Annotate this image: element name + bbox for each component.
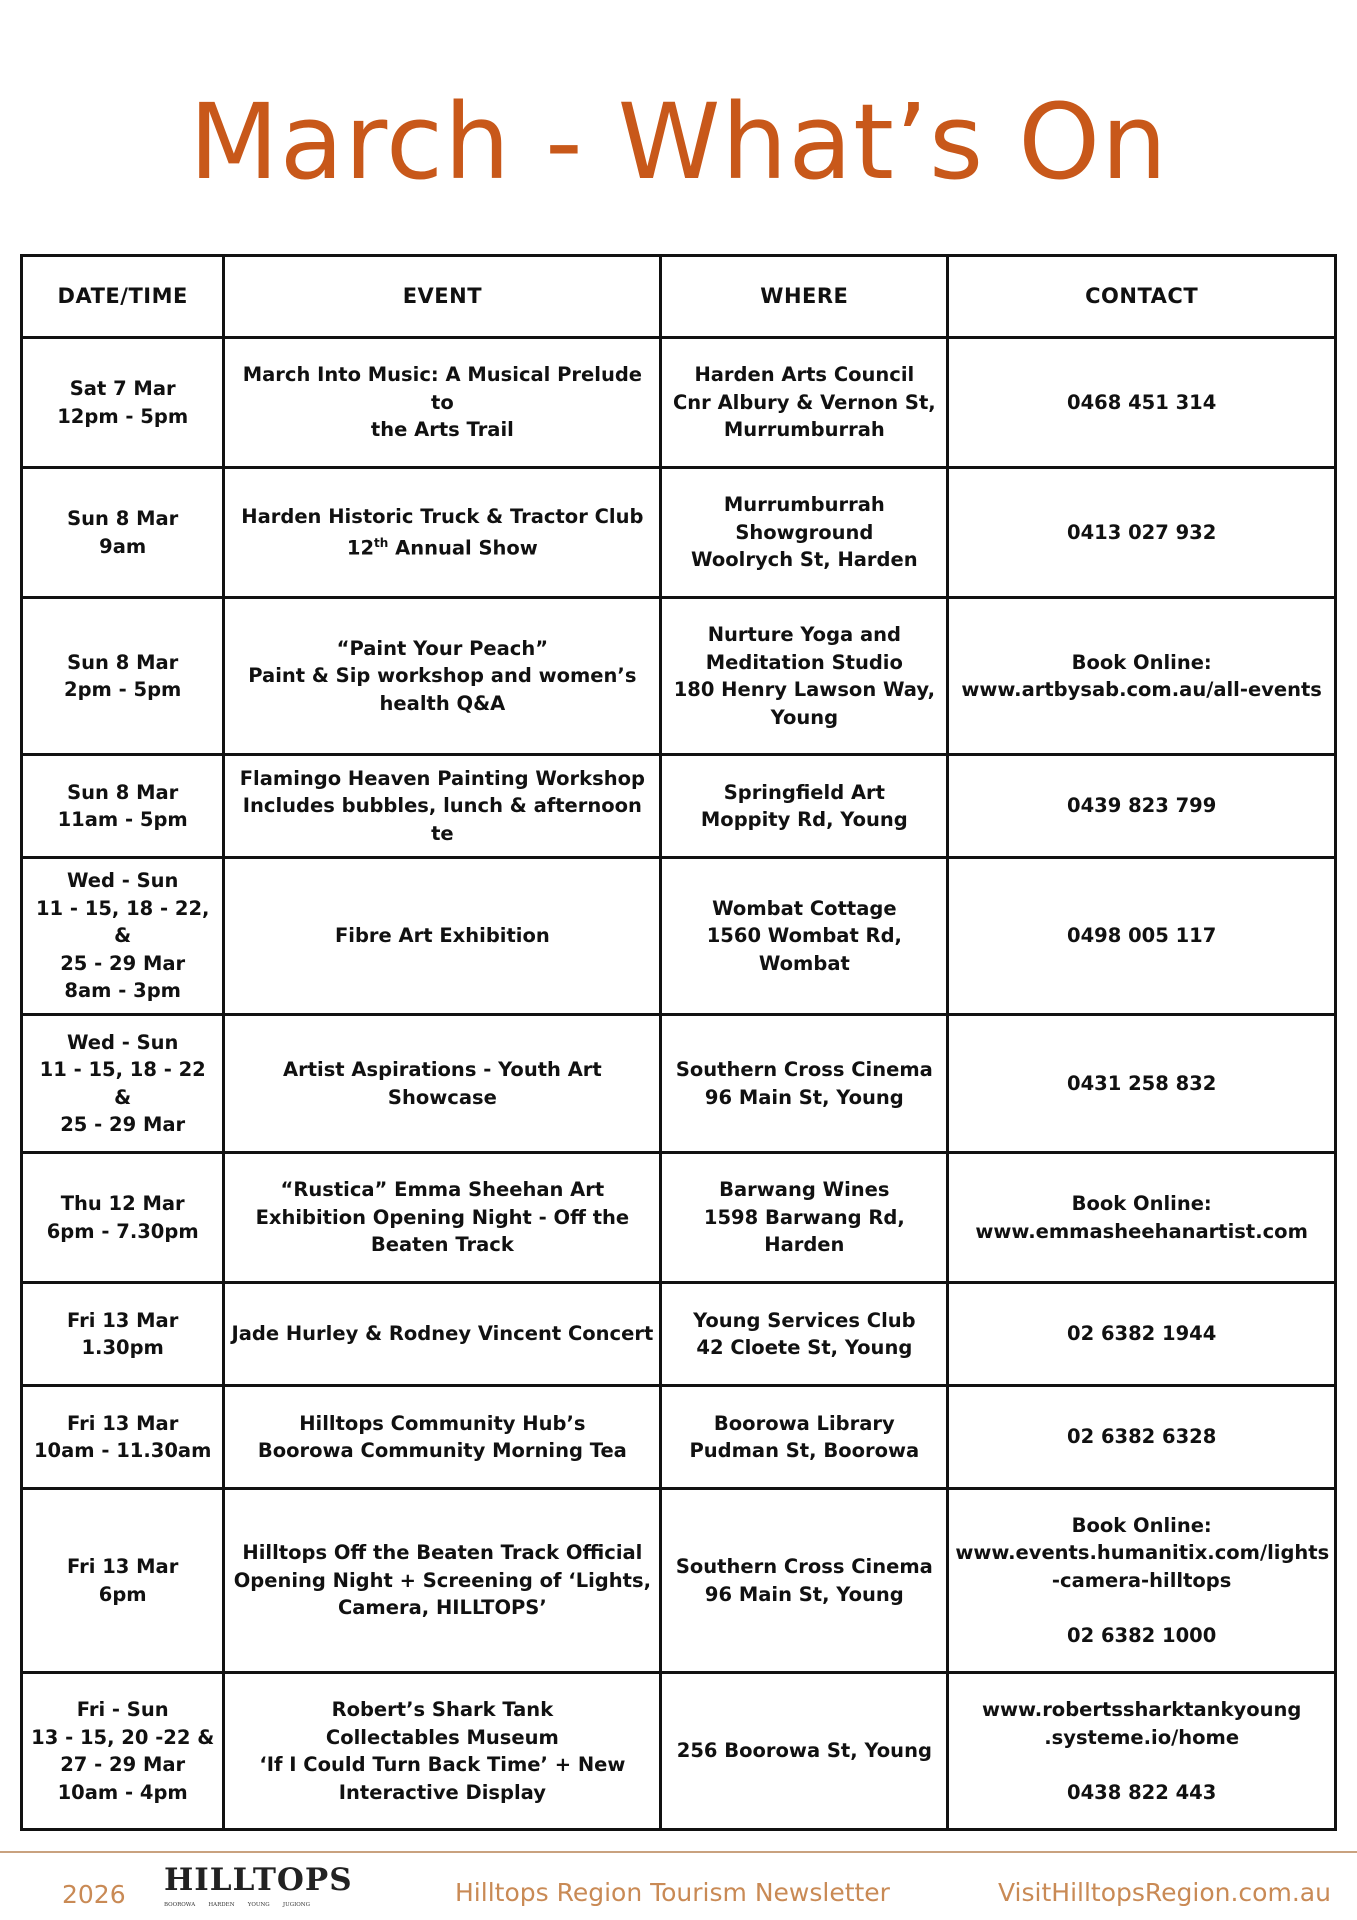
event-cell: Fibre Art Exhibition — [224, 858, 661, 1015]
event-cell: Flamingo Heaven Painting Workshop Includes bubbles, lunch & afternoon te — [224, 755, 661, 858]
newsletter-name: Hilltops Region Tourism Newsletter — [455, 1878, 890, 1907]
footer — [0, 1862, 1357, 1920]
table-row — [22, 1153, 1336, 1283]
event-cell: Hilltops Off the Beaten Track Official Opening Night + Screening of ‘Lights, Camera, HILLTOPS’ — [224, 1489, 661, 1673]
where-cell: Springfield Art Moppity Rd, Young — [661, 755, 948, 858]
where-cell: Harden Arts Council Cnr Albury & Vernon St, Murrumburrah — [661, 338, 948, 468]
contact-cell: 02 6382 6328 — [948, 1386, 1336, 1489]
where-cell: Nurture Yoga and Meditation Studio 180 Henry Lawson Way, Young — [661, 598, 948, 755]
date-cell: Fri 13 Mar 1.30pm — [22, 1283, 224, 1386]
date-cell: Sun 8 Mar 9am — [22, 468, 224, 598]
date-cell: Sat 7 Mar 12pm - 5pm — [22, 338, 224, 468]
event-cell: March Into Music: A Musical Prelude to the Arts Trail — [224, 338, 661, 468]
header-where: WHERE — [661, 256, 948, 338]
logo-towns — [164, 1902, 310, 1908]
event-cell: “Rustica” Emma Sheehan Art Exhibition Opening Night - Off the Beaten Track — [224, 1153, 661, 1283]
table-row — [22, 598, 1336, 755]
contact-cell: 0431 258 832 — [948, 1015, 1336, 1153]
page-title: March - What’s On — [189, 81, 1168, 203]
header-date-time: DATE/TIME — [22, 256, 224, 338]
logo-wordmark: HILLTOPS — [164, 1862, 353, 1898]
table-row — [22, 1015, 1336, 1153]
header-contact: CONTACT — [948, 256, 1336, 338]
contact-cell: 0468 451 314 — [948, 338, 1336, 468]
event-cell: “Paint Your Peach” Paint & Sip workshop and women’s health Q&A — [224, 598, 661, 755]
table-row — [22, 1489, 1336, 1673]
contact-cell: 02 6382 1944 — [948, 1283, 1336, 1386]
logo-town: BOOROWA — [164, 1902, 196, 1908]
where-cell: Murrumburrah Showground Woolrych St, Harden — [661, 468, 948, 598]
event-cell: Jade Hurley & Rodney Vincent Concert — [224, 1283, 661, 1386]
where-cell: Boorowa Library Pudman St, Boorowa — [661, 1386, 948, 1489]
date-cell: Sun 8 Mar 2pm - 5pm — [22, 598, 224, 755]
date-cell: Fri 13 Mar 10am - 11.30am — [22, 1386, 224, 1489]
logo-town: JUGIONG — [282, 1902, 310, 1908]
where-cell: Barwang Wines 1598 Barwang Rd, Harden — [661, 1153, 948, 1283]
event-cell: Artist Aspirations - Youth Art Showcase — [224, 1015, 661, 1153]
contact-cell: www.robertssharktankyoung .systeme.io/home 0438 822 443 — [948, 1673, 1336, 1830]
table-row — [22, 1386, 1336, 1489]
contact-cell: 0439 823 799 — [948, 755, 1336, 858]
website-link[interactable]: VisitHilltopsRegion.com.au — [998, 1878, 1331, 1907]
footer-year: 2026 — [62, 1880, 126, 1909]
contact-cell: 0498 005 117 — [948, 858, 1336, 1015]
events-table — [20, 254, 1337, 1831]
contact-cell: Book Online: www.artbysab.com.au/all-events — [948, 598, 1336, 755]
contact-cell: Book Online: www.events.humanitix.com/lights -camera-hilltops 02 6382 1000 — [948, 1489, 1336, 1673]
table-row — [22, 1283, 1336, 1386]
where-cell: Southern Cross Cinema 96 Main St, Young — [661, 1015, 948, 1153]
where-cell: Wombat Cottage 1560 Wombat Rd, Wombat — [661, 858, 948, 1015]
event-cell: Hilltops Community Hub’s Boorowa Community Morning Tea — [224, 1386, 661, 1489]
date-cell: Wed - Sun 11 - 15, 18 - 22, & 25 - 29 Mar 8am - 3pm — [22, 858, 224, 1015]
footer-divider — [0, 1851, 1357, 1853]
where-cell: 256 Boorowa St, Young — [661, 1673, 948, 1830]
logo-town: YOUNG — [247, 1902, 270, 1908]
where-cell: Southern Cross Cinema 96 Main St, Young — [661, 1489, 948, 1673]
contact-cell: 0413 027 932 — [948, 468, 1336, 598]
table-row — [22, 338, 1336, 468]
table-header-row — [22, 256, 1336, 338]
event-cell: Harden Historic Truck & Tractor Club 12th Annual Show — [224, 468, 661, 598]
table-row — [22, 1673, 1336, 1830]
table-row — [22, 468, 1336, 598]
date-cell: Fri 13 Mar 6pm — [22, 1489, 224, 1673]
table-row — [22, 755, 1336, 858]
event-cell: Robert’s Shark Tank Collectables Museum ‘If I Could Turn Back Time’ + New Interactive Display — [224, 1673, 661, 1830]
hilltops-logo — [164, 1862, 353, 1914]
contact-cell: Book Online: www.emmasheehanartist.com — [948, 1153, 1336, 1283]
table-row — [22, 858, 1336, 1015]
where-cell: Young Services Club 42 Cloete St, Young — [661, 1283, 948, 1386]
date-cell: Sun 8 Mar 11am - 5pm — [22, 755, 224, 858]
date-cell: Wed - Sun 11 - 15, 18 - 22 & 25 - 29 Mar — [22, 1015, 224, 1153]
date-cell: Thu 12 Mar 6pm - 7.30pm — [22, 1153, 224, 1283]
header-event: EVENT — [224, 256, 661, 338]
date-cell: Fri - Sun 13 - 15, 20 -22 & 27 - 29 Mar 10am - 4pm — [22, 1673, 224, 1830]
logo-town: HARDEN — [208, 1902, 235, 1908]
